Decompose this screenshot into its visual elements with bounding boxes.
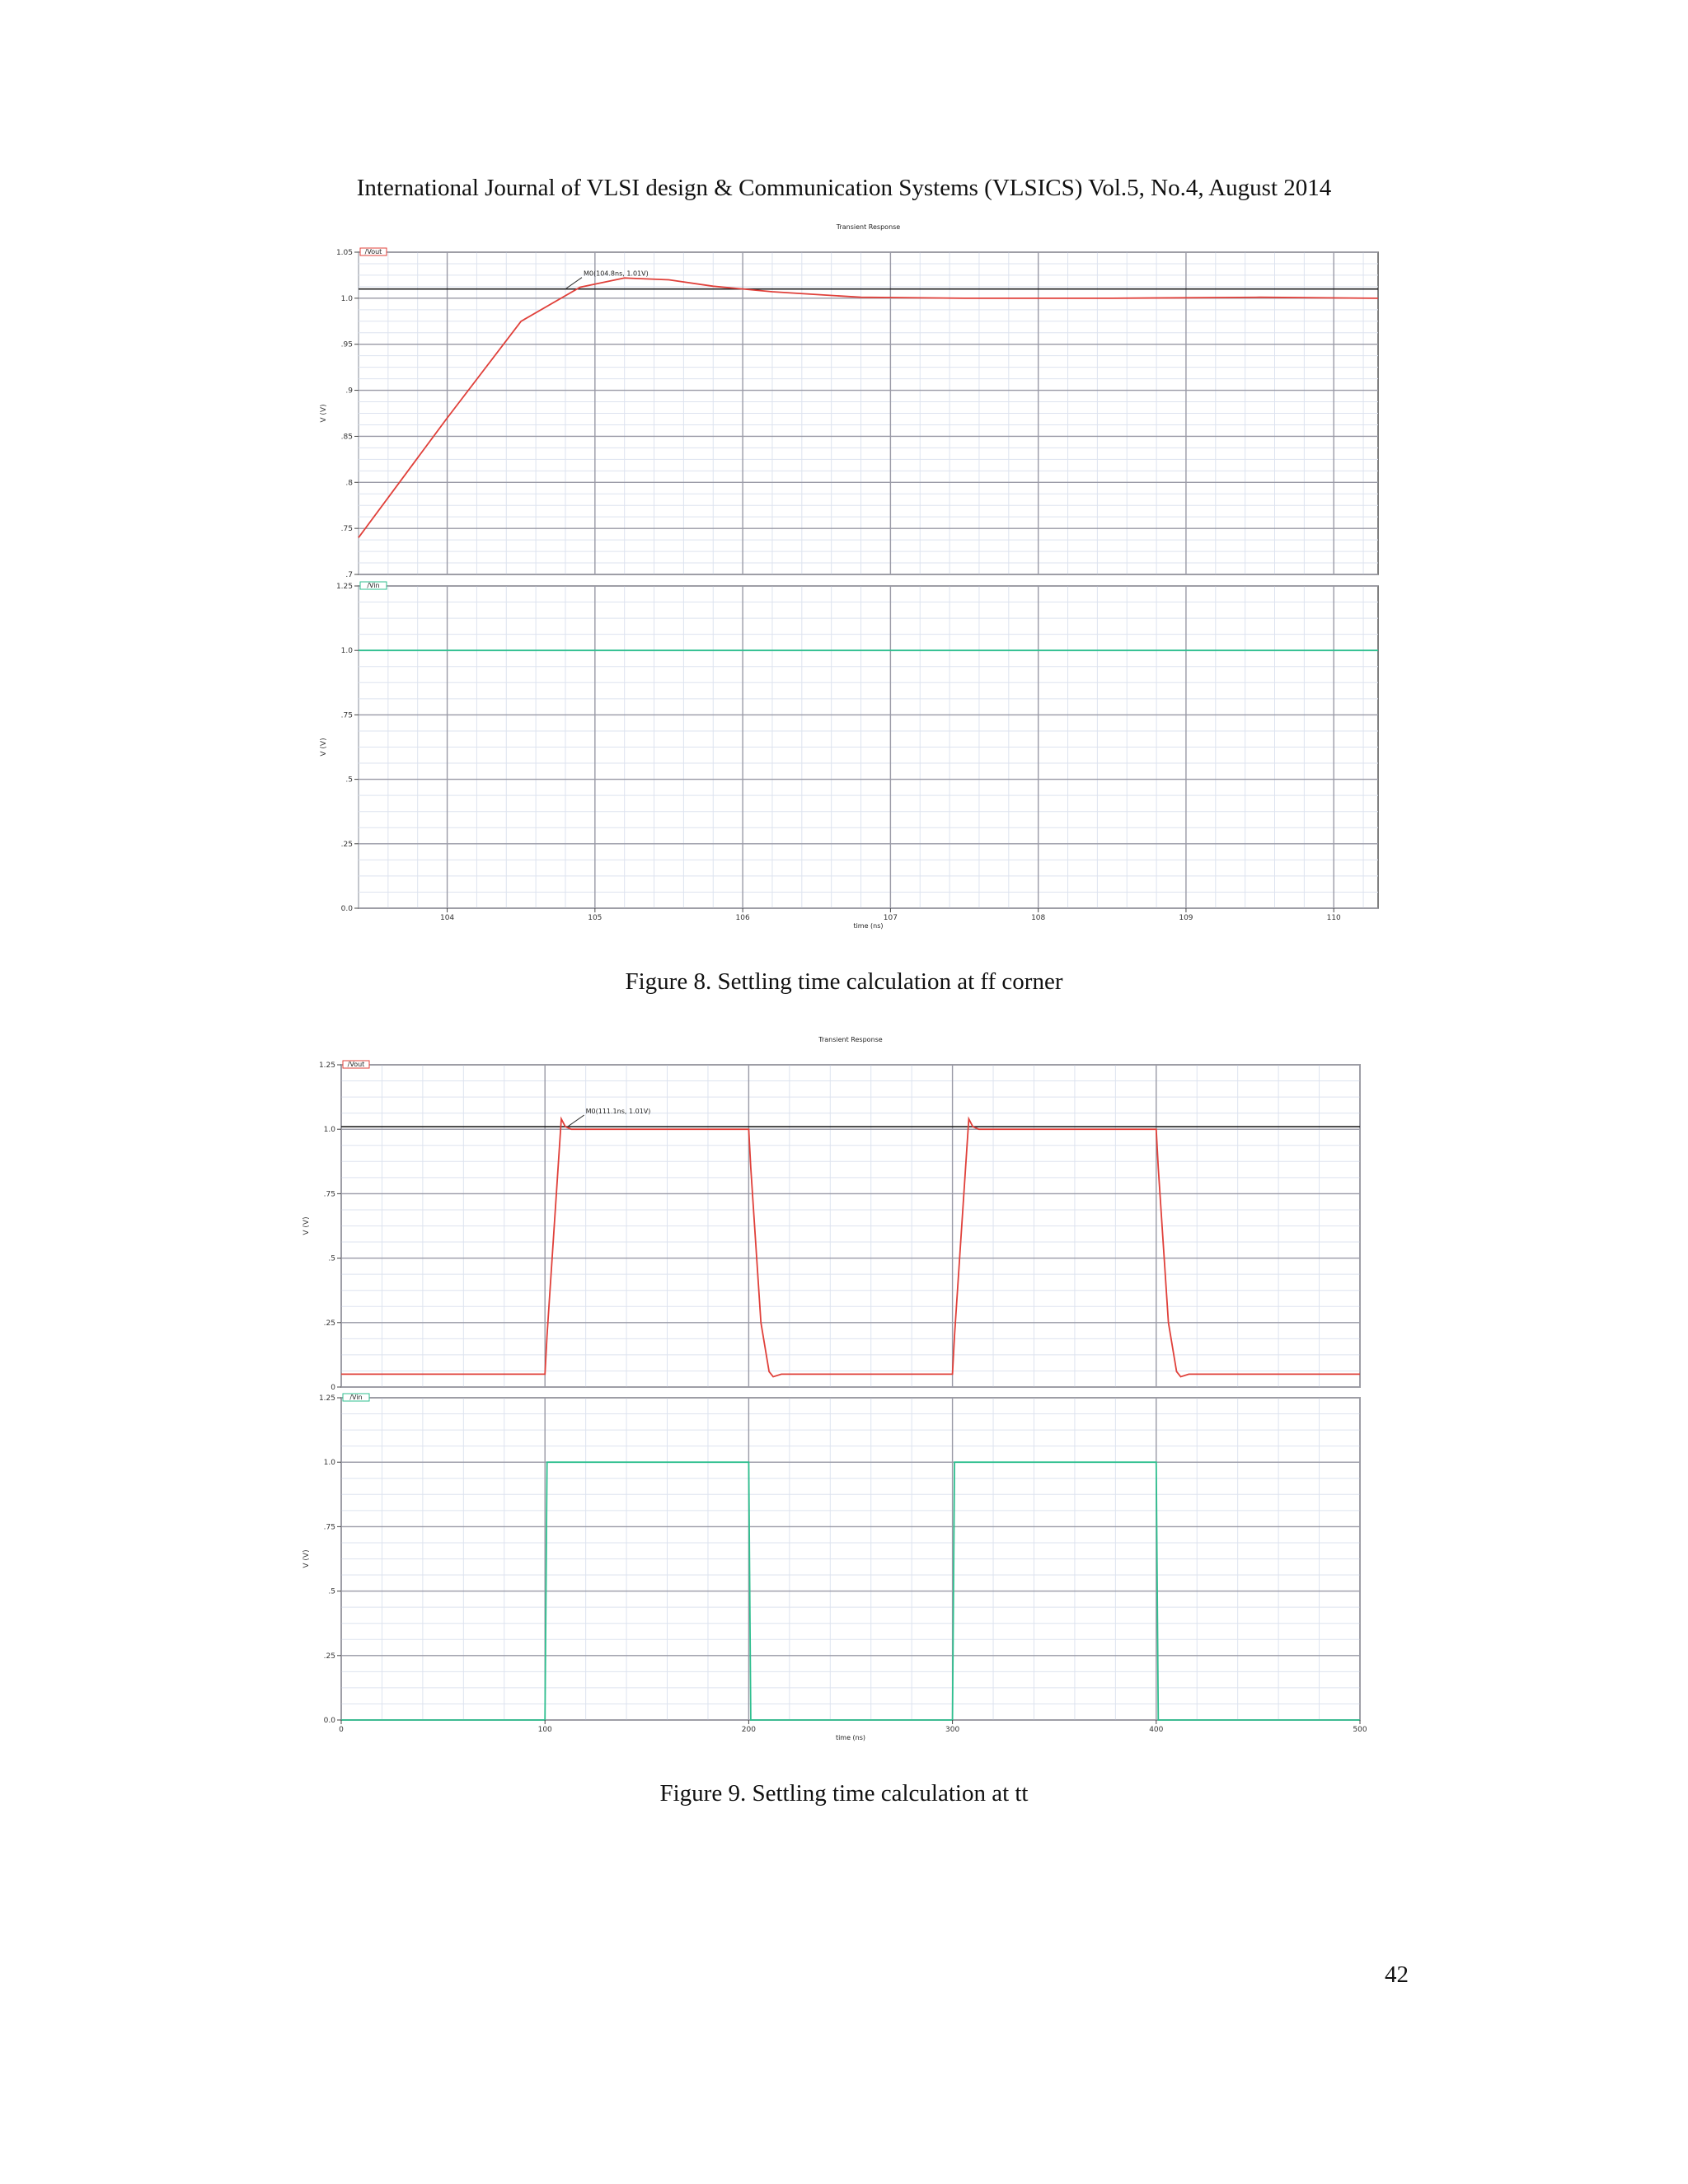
x-tick-label: 400	[1149, 1726, 1164, 1734]
y-tick-label: .85	[340, 433, 353, 442]
y-tick-label: .5	[328, 1587, 335, 1596]
figure-8-caption: Figure 8. Settling time calculation at ff corner	[625, 968, 1063, 995]
y-tick-label: 1.0	[340, 647, 353, 656]
y-tick-label: .75	[340, 525, 353, 534]
panel-vout	[302, 1061, 1360, 1392]
y-tick-label: .25	[323, 1319, 335, 1328]
y-axis-label: V (V)	[320, 404, 328, 423]
y-tick-label: 1.05	[335, 249, 353, 257]
x-tick-label: 0	[339, 1726, 344, 1734]
y-tick-label: 1.25	[335, 583, 353, 591]
x-tick-label: 500	[1353, 1726, 1367, 1734]
y-tick-label: .75	[340, 711, 353, 720]
x-axis-label: time (ns)	[835, 1734, 866, 1741]
x-tick-label: 107	[883, 914, 898, 922]
legend-label: /Vin	[349, 1394, 363, 1401]
marker-label: M0(104.8ns, 1.01V)	[583, 269, 649, 278]
journal-header: International Journal of VLSI design & Communication Systems (VLSICS) Vol.5, No.4, August 2014	[356, 175, 1332, 201]
y-tick-label: 1.25	[318, 1394, 335, 1403]
y-tick-label: .5	[345, 776, 353, 785]
y-tick-label: 0	[331, 1384, 335, 1392]
legend-label: /Vout	[364, 248, 382, 255]
y-tick-label: 1.0	[340, 294, 353, 303]
x-tick-label: 104	[439, 914, 455, 922]
x-tick-label: 100	[537, 1726, 552, 1734]
x-tick-label: 108	[1031, 914, 1046, 922]
y-tick-label: .95	[340, 340, 353, 349]
y-tick-label: .75	[323, 1190, 335, 1199]
x-tick-label: 200	[741, 1726, 756, 1734]
y-axis-label: V (V)	[302, 1549, 311, 1568]
x-tick-label: 106	[735, 914, 750, 922]
figure-9-caption: Figure 9. Settling time calculation at tt	[659, 1780, 1029, 1807]
x-tick-label: 109	[1179, 914, 1193, 922]
page-number: 42	[1385, 1961, 1409, 1988]
panel-vin	[320, 582, 1378, 913]
y-tick-label: 1.25	[318, 1062, 335, 1070]
x-tick-label: 105	[588, 914, 603, 922]
legend-label: /Vin	[367, 582, 380, 589]
y-tick-label: .25	[323, 1652, 335, 1661]
y-tick-label: .8	[345, 479, 353, 488]
y-tick-label: 0.0	[340, 905, 353, 913]
x-tick-label: 110	[1326, 914, 1341, 922]
chart-title: Transient Response	[836, 223, 901, 231]
panel-vout	[320, 248, 1378, 579]
panel-vin	[302, 1394, 1360, 1725]
y-tick-label: .5	[328, 1254, 335, 1263]
figure-9-chart	[302, 1036, 1367, 1741]
marker-label: M0(111.1ns, 1.01V)	[585, 1108, 651, 1116]
y-tick-label: .75	[323, 1523, 335, 1532]
y-tick-label: .25	[340, 840, 353, 849]
y-tick-label: 1.0	[323, 1459, 335, 1468]
legend-label: /Vout	[347, 1061, 365, 1068]
y-tick-label: .7	[345, 571, 353, 579]
x-axis-label: time (ns)	[853, 922, 884, 930]
y-tick-label: 1.0	[323, 1126, 335, 1135]
y-axis-label: V (V)	[302, 1216, 311, 1235]
chart-title: Transient Response	[818, 1036, 883, 1043]
y-tick-label: 0.0	[323, 1717, 335, 1725]
x-tick-label: 300	[945, 1726, 960, 1734]
figure-8-chart	[320, 223, 1378, 930]
y-tick-label: .9	[345, 387, 353, 396]
y-axis-label: V (V)	[320, 738, 328, 757]
